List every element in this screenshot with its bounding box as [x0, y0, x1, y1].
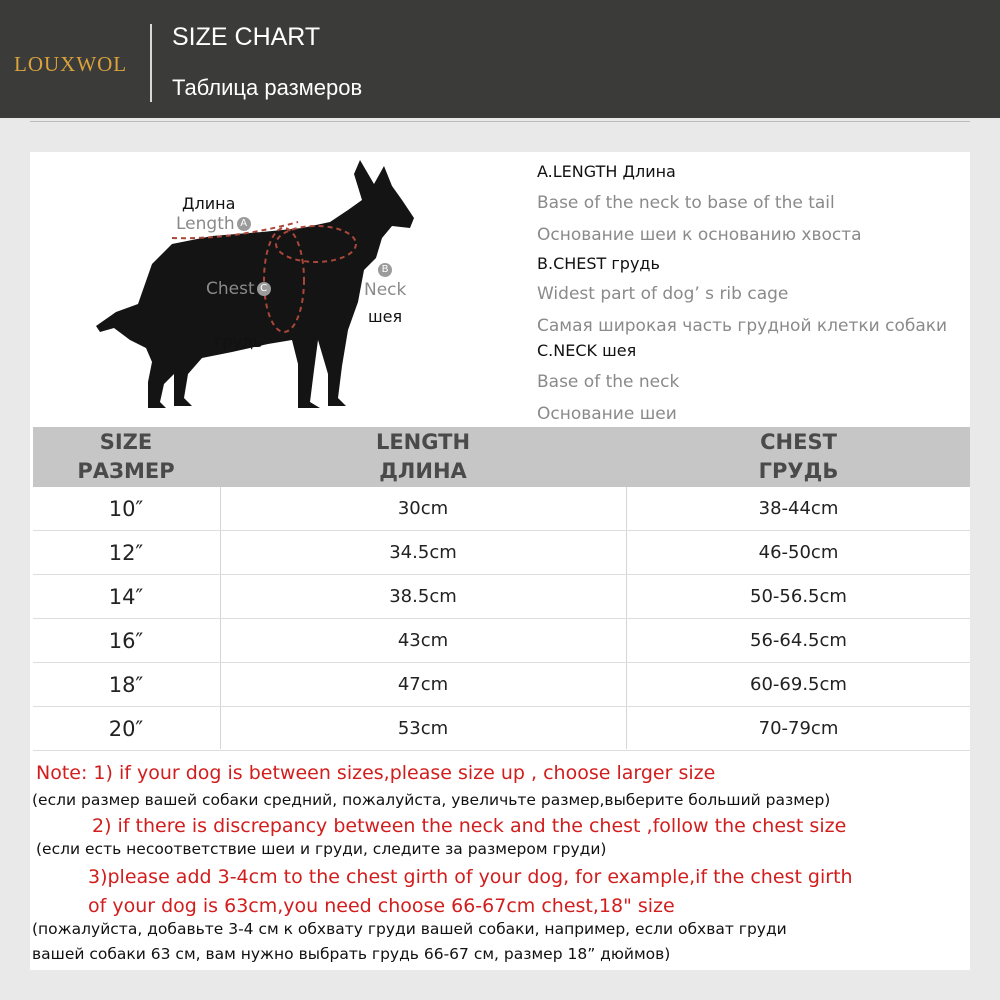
neck-badge-wrap [376, 259, 392, 278]
note-2-ru: (если есть несоответствие шеи и груди, следите за размером груди) [36, 840, 607, 858]
note-3-ru-line-2: вашей собаки 63 см, вам нужно выбрать грудь 66-67 см, размер 18” дюймов) [32, 945, 671, 963]
length-label-en-text: Length [176, 214, 235, 234]
table-row [33, 707, 970, 751]
neck-label-ru: шея [368, 307, 403, 326]
chest-cell: 60-69.5cm [750, 674, 847, 695]
desc-length-en: Base of the neck to base of the tail [537, 193, 835, 213]
header-size-en: SIZE [99, 430, 153, 454]
table-row [33, 619, 970, 663]
table-row [33, 531, 970, 575]
chest-cell: 46-50cm [758, 542, 839, 563]
size-cell: 16″ [108, 629, 144, 653]
page-subtitle: Таблица размеров [172, 75, 363, 100]
table-row [33, 575, 970, 619]
chest-label-ru: грудь [214, 332, 263, 351]
length-label-ru: Длина [182, 194, 236, 213]
dog-silhouette-icon [92, 152, 512, 427]
chest-cell: 50-56.5cm [750, 586, 847, 607]
header-length [221, 428, 625, 486]
header-divider [150, 24, 152, 102]
note-1: Note: 1) if your dog is between sizes,please size up , choose larger size [36, 762, 716, 784]
desc-chest-ru: Самая широкая часть грудной клетки собаки [537, 316, 948, 336]
size-cell: 10″ [108, 497, 144, 521]
note-3-line-2: of your dog is 63cm,you need choose 66-67cm chest,18" size [88, 895, 675, 917]
size-cell: 20″ [108, 717, 144, 741]
row-divider [33, 750, 970, 751]
size-cell: 18″ [108, 673, 144, 697]
length-cell: 34.5cm [389, 542, 457, 563]
chest-label-en [206, 279, 271, 299]
table-header [33, 427, 970, 487]
chest-label-en-text: Chest [206, 279, 255, 299]
desc-length-heading: A.LENGTH Длина [537, 162, 676, 181]
chest-cell: 70-79cm [758, 718, 839, 739]
desc-neck-heading: C.NECK шея [537, 341, 637, 360]
note-3-ru-line-1: (пожалуйста, добавьте 3-4 см к обхвату груди вашей собаки, например, если обхват груди [32, 920, 787, 938]
brand-logo: LOUXWOL [14, 52, 128, 76]
header-length-ru: ДЛИНА [379, 459, 467, 483]
length-badge: A [237, 217, 251, 231]
header-bar [0, 0, 1000, 118]
table-row [33, 487, 970, 531]
desc-neck-ru: Основание шеи [537, 404, 677, 424]
length-cell: 53cm [397, 718, 449, 739]
header-rule [30, 121, 970, 122]
neck-label-en: Neck [364, 280, 407, 300]
table-row [33, 663, 970, 707]
note-1-ru: (если размер вашей собаки средний, пожалуйста, увеличьте размер,выберите больший размер) [32, 791, 831, 809]
length-cell: 43cm [397, 630, 449, 651]
desc-chest-heading: B.CHEST грудь [537, 254, 660, 273]
chest-cell: 38-44cm [758, 498, 839, 519]
neck-badge: B [378, 263, 392, 277]
header-chest-ru: ГРУДЬ [758, 459, 839, 483]
note-3-line-1: 3)please add 3-4cm to the chest girth of your dog, for example,if the chest girth [88, 866, 853, 888]
header-length-en: LENGTH [375, 430, 471, 454]
desc-neck-en: Base of the neck [537, 372, 680, 392]
length-cell: 47cm [397, 674, 449, 695]
page-title: SIZE CHART [172, 23, 321, 51]
size-cell: 14″ [108, 585, 144, 609]
desc-length-ru: Основание шеи к основанию хвоста [537, 225, 862, 245]
header-chest [627, 428, 970, 486]
chest-badge: C [257, 282, 271, 296]
header-chest-en: CHEST [760, 430, 837, 454]
length-label-en [176, 214, 251, 234]
size-cell: 12″ [108, 541, 144, 565]
dog-diagram [92, 152, 512, 427]
length-cell: 30cm [397, 498, 449, 519]
header-size [33, 428, 219, 486]
note-2: 2) if there is discrepancy between the neck and the chest ,follow the chest size [92, 815, 847, 837]
desc-chest-en: Widest part of dog’ s rib cage [537, 284, 789, 304]
length-cell: 38.5cm [389, 586, 457, 607]
chest-cell: 56-64.5cm [750, 630, 847, 651]
header-size-ru: РАЗМЕР [77, 459, 175, 483]
